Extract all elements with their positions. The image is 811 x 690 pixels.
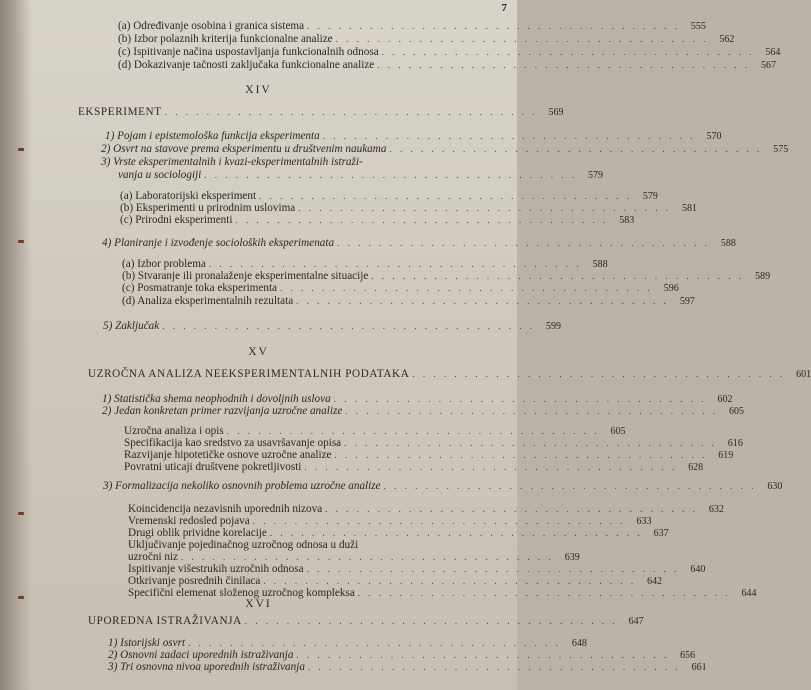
toc-entry [105,130,722,142]
toc-entry [118,33,735,45]
toc-entry [124,437,743,449]
dot-leader: . . . . . . . . . . . . . . . . . . . . . . . . . . . . . . . . . . . . [280,283,653,293]
dot-leader: . . . . . . . . . . . . . . . . . . . . . . . . . . . . . . . . . . . . [371,271,745,281]
dot-leader: . . . . . . . . . . . . . . . . . . . . . . . . . . . . . . . . . . . . [304,462,678,472]
toc-entry [122,270,771,282]
toc-entry-title: 3) Vrste eksperimentalnih i kvazi-eksperimentalnih istraži- [101,156,363,168]
dot-leader: . . . . . . . . . . . . . . . . . . . . . . . . . . . . . . . . . . . . [307,662,681,672]
dot-leader: . . . . . . . . . . . . . . . . . . . . . . . . . . . . . . . . . . . . [333,394,707,404]
toc-entry [103,480,783,492]
toc-page-number: 639 [564,552,580,563]
toc-page-number: 583 [619,215,635,226]
toc-entry [128,551,580,563]
page-number: 7 [501,2,507,14]
dot-leader: . . . . . . . . . . . . . . . . . . . . . . . . . . . . . . . . . . . . [337,238,710,248]
toc-entry [101,156,485,168]
toc-entry-title: (d) Analiza eksperimentalnih rezultata [122,295,294,307]
toc-entry [118,20,706,32]
dot-leader: . . . . . . . . . . . . . . . . . . . . . . . . . . . . . . . . . . . . [244,616,618,626]
dot-leader: . . . . . . . . . . . . . . . . . . . . . . . . . . . . . . . . . . . . [335,34,709,44]
dot-leader: . . . . . . . . . . . . . . . . . . . . . . . . . . . . . . . . . . . . [345,406,719,416]
toc-entry [128,575,663,587]
toc-entry-title: EKSPERIMENT [78,106,162,118]
toc-entry [128,515,652,527]
toc-entry-title: 4) Planiranje i izvođenje socioloških eksperimenata [102,237,335,249]
toc-page-number: 637 [653,528,669,539]
toc-entry [128,527,669,539]
dot-leader: . . . . . . . . . . . . . . . . . . . . . . . . . . . . . . . . . . . . [334,450,708,460]
toc-entry [102,405,745,417]
toc-page-number: 597 [679,296,695,307]
dot-leader: . . . . . . . . . . . . . . . . . . . . . . . . . . . . . . . . . . . . [307,21,680,31]
toc-entry [128,539,485,551]
toc-entry-title: Ispitivanje višestrukih uzročnih odnosa [128,563,304,575]
toc-entry [128,587,757,599]
toc-entry-title: (a) Određivanje osobina i granica sistema [118,20,305,32]
dot-leader: . . . . . . . . . . . . . . . . . . . . . . . . . . . . . . . . . . . . [204,170,578,180]
chapter-number: XVI [245,598,272,610]
toc-entry-title: 2) Jedan konkretan primer razvijanja uzročne analize [102,405,343,417]
binding-thread [18,240,24,243]
toc-entry [102,393,733,405]
dot-leader: . . . . . . . . . . . . . . . . . . . . . . . . . . . . . . . . . . . . [226,426,600,436]
toc-entry-title: (b) Izbor polaznih kriterija funkcionalne analize [118,33,333,45]
toc-page-number: 570 [706,131,722,142]
dot-leader: . . . . . . . . . . . . . . . . . . . . . . . . . . . . . . . . . . . . [296,650,670,660]
toc-page-number: 555 [690,21,706,32]
dot-leader: . . . . . . . . . . . . . . . . . . . . . . . . . . . . . . . . . . . . [263,576,637,586]
dot-leader: . . . . . . . . . . . . . . . . . . . . . . . . . . . . . . . . . . . . [389,144,763,154]
toc-entry [118,46,781,58]
toc-entry [124,425,626,437]
toc-entry-title: Uključivanje pojedinačnog uzročnog odnosa u duži [128,539,359,551]
toc-entry-title: 5) Zaključak [103,320,160,332]
toc-page-number: 640 [690,564,706,575]
chapter-number: XIV [245,84,272,96]
toc-page-number: 575 [773,144,789,155]
dot-leader: . . . . . . . . . . . . . . . . . . . . . . . . . . . . . . . . . . . . [298,203,671,213]
toc-entry-title: 1) Statistička shema neophodnih i dovoljnih uslova [102,393,331,405]
binding-thread [18,512,24,515]
toc-entry-title: Povratni uticaji društvene pokretljivosti [124,461,302,473]
dot-leader: . . . . . . . . . . . . . . . . . . . . . . . . . . . . . . . . . . . . [162,321,535,331]
toc-entry-title: Specifikacija kao sredstvo za usavršavanje opisa [124,437,342,449]
toc-entry-title: (a) Laboratorijski eksperiment [120,190,257,202]
toc-page-number: 567 [761,60,777,71]
toc-page-number: 656 [680,650,696,661]
toc-entry [120,202,697,214]
toc-page-number: 632 [708,504,724,515]
toc-entry [122,295,695,307]
toc-entry [122,258,608,270]
dot-leader: . . . . . . . . . . . . . . . . . . . . . . . . . . . . . . . . . . . . [269,528,643,538]
toc-entry-title: 1) Pojam i epistemološka funkcija eksperimenta [105,130,320,142]
toc-entry-title: vanja u sociologiji [118,169,202,181]
toc-entry [88,368,811,380]
toc-entry-title: (d) Dokazivanje tačnosti zaključaka funkcionalne analize [118,59,375,71]
toc-entry-title: (a) Izbor problema [122,258,206,270]
toc-page-number: 579 [642,191,658,202]
dot-leader: . . . . . . . . . . . . . . . . . . . . . . . . . . . . . . . . . . . . [357,588,731,598]
toc-entry [120,214,635,226]
toc-entry [128,563,706,575]
toc-page-number: 644 [741,588,757,599]
toc-page-number: 579 [588,170,604,181]
toc-entry [118,169,604,181]
toc-page-number: 569 [548,107,564,118]
toc-entry [101,143,789,155]
binding-shadow [0,0,32,690]
toc-page-number: 605 [610,426,626,437]
toc-entry [118,59,777,71]
toc-entry [124,449,734,461]
toc-entry [78,106,564,118]
chapter-number: XV [248,346,269,358]
dot-leader: . . . . . . . . . . . . . . . . . . . . . . . . . . . . . . . . . . . . [325,504,698,514]
toc-page-number: 581 [682,203,697,214]
toc-page-number: 589 [755,271,771,282]
toc-entry-title: 1) Istorijski osvrt [108,637,186,649]
toc-page-number: 648 [571,638,587,649]
toc-page-number: 642 [647,576,663,587]
toc-entry-title: Koincidencija nezavisnih uporednih nizova [128,503,323,515]
toc-entry-title: Drugi oblik prividne korelacije [128,527,267,539]
dot-leader: . . . . . . . . . . . . . . . . . . . . . . . . . . . . . . . . . . . . [164,107,538,117]
dot-leader: . . . . . . . . . . . . . . . . . . . . . . . . . . . . . . . . . . . . [235,215,609,225]
toc-page-number: 619 [718,450,734,461]
dot-leader: . . . . . . . . . . . . . . . . . . . . . . . . . . . . . . . . . . . . [322,131,696,141]
toc-entry-title: uzročni niz [128,551,179,563]
toc-entry-title: (c) Posmatranje toka eksperimenta [122,282,278,294]
dot-leader: . . . . . . . . . . . . . . . . . . . . . . . . . . . . . . . . . . . . [181,552,554,562]
toc-entry [102,237,736,249]
dot-leader: . . . . . . . . . . . . . . . . . . . . . . . . . . . . . . . . . . . . [306,564,680,574]
dot-leader: . . . . . . . . . . . . . . . . . . . . . . . . . . . . . . . . . . . . [188,638,561,648]
toc-entry-title: (b) Stvaranje ili pronalaženje eksperimentalne situacije [122,270,369,282]
toc-entry-title: Uzročna analiza i opis [124,425,224,437]
toc-entry-title: Razvijanje hipotetičke osnove uzročne analize [124,449,332,461]
toc-page-number: 562 [719,34,735,45]
toc-entry [120,190,658,202]
toc-entry-title: 2) Osvrt na stavove prema eksperimentu u društvenim naukama [101,143,387,155]
toc-page-number: 628 [688,462,704,473]
toc-entry-title: UPOREDNA ISTRAŽIVANJA [88,615,242,627]
toc-entry-title: 3) Tri osnovna nivoa uporednih istraživanja [108,661,305,673]
toc-entry [124,461,704,473]
dot-leader: . . . . . . . . . . . . . . . . . . . . . . . . . . . . . . . . . . . . [381,47,755,57]
toc-entry [103,320,561,332]
toc-entry-title: 3) Formalizacija nekoliko osnovnih problema uzročne analize [103,480,381,492]
toc-page-number: 647 [628,616,644,627]
toc-page-number: 599 [545,321,561,332]
toc-page-number: 633 [636,516,652,527]
toc-entry-title: Specifični elemenat složenog uzročnog kompleksa [128,587,355,599]
toc-entry-title: (c) Ispitivanje načina uspostavljanja funkcionalnih odnosa [118,46,379,58]
toc-entry [88,615,644,627]
toc-entry-title: UZROČNA ANALIZA NEEKSPERIMENTALNIH PODATAKA [88,368,410,380]
toc-page-number: 588 [592,259,608,270]
dot-leader: . . . . . . . . . . . . . . . . . . . . . . . . . . . . . . . . . . . . [208,259,582,269]
dot-leader: . . . . . . . . . . . . . . . . . . . . . . . . . . . . . . . . . . . . [259,191,632,201]
toc-entry-title: Vremenski redosled pojava [128,515,250,527]
dot-leader: . . . . . . . . . . . . . . . . . . . . . . . . . . . . . . . . . . . . [377,60,751,70]
dot-leader: . . . . . . . . . . . . . . . . . . . . . . . . . . . . . . . . . . . . [383,481,757,491]
toc-page-number: 605 [729,406,745,417]
toc-entry [122,282,679,294]
toc-entry [128,503,724,515]
toc-entry-title: 2) Osnovni zadaci uporednih istraživanja [108,649,294,661]
toc-entry [108,661,707,673]
dot-leader: . . . . . . . . . . . . . . . . . . . . . . . . . . . . . . . . . . . . [412,369,786,379]
toc-page-number: 564 [765,47,781,58]
toc-page-number: 661 [691,662,707,673]
toc-page-number: 596 [663,283,679,294]
toc-page-number: 602 [717,394,733,405]
toc-page-number: 630 [767,481,783,492]
dot-leader: . . . . . . . . . . . . . . . . . . . . . . . . . . . . . . . . . . . . [344,438,717,448]
toc-entry-title: Otkrivanje posrednih činilaca [128,575,261,587]
toc-entry-title: (c) Prirodni eksperimenti [120,214,233,226]
binding-thread [18,148,24,151]
toc-page-number: 616 [727,438,743,449]
toc-entry [108,649,696,661]
toc-entry [108,637,587,649]
dot-leader: . . . . . . . . . . . . . . . . . . . . . . . . . . . . . . . . . . . . [296,296,669,306]
toc-page-number: 588 [720,238,736,249]
toc-entry-title: (b) Eksperimenti u prirodnim uslovima [120,202,296,214]
dot-leader: . . . . . . . . . . . . . . . . . . . . . . . . . . . . . . . . . . . . [252,516,626,526]
toc-page-number: 601 [796,369,811,380]
